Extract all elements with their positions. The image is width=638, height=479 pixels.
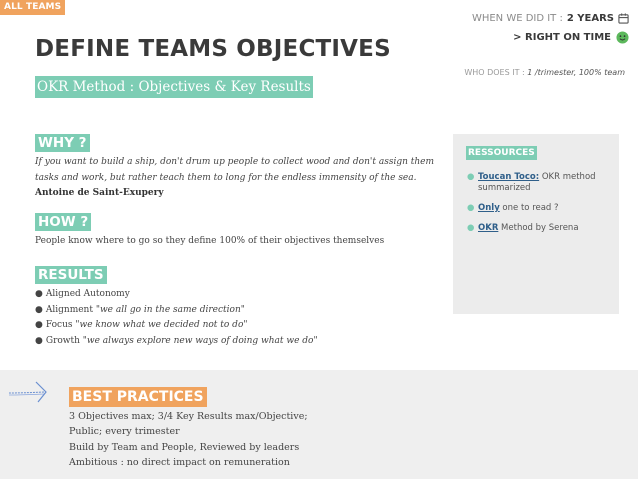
result-italic: we know what we decided not to do" <box>79 320 248 330</box>
page-subtitle: OKR Method : Objectives & Key Results <box>35 76 313 98</box>
results-list <box>35 287 318 349</box>
result-text: Focus " <box>45 320 80 330</box>
resource-link-only[interactable]: Only <box>478 203 500 213</box>
when-info <box>472 13 629 24</box>
resource-desc: one to read ? <box>499 203 559 213</box>
when-value: 2 YEARS <box>566 13 614 24</box>
calendar-icon <box>618 13 629 24</box>
why-quote-text: If you want to build a ship, don't drum up people to collect wood and don't assign them tasks and work, but rather teach them to long for the endless immensity of the sea. <box>35 157 435 183</box>
list-item: Ambitious : no direct impact on remuneration <box>69 456 290 468</box>
why-heading: WHY ? <box>35 134 90 152</box>
list-item: 3 Objectives max; 3/4 Key Results max/Objective; <box>69 411 308 422</box>
ontime-status <box>513 31 629 44</box>
resources-list <box>467 172 617 243</box>
list-item: ● OKR Method by Serena <box>467 223 579 233</box>
how-heading: HOW ? <box>35 213 91 231</box>
list-item: ● Focus "we know what we decided not to do" <box>35 320 248 330</box>
resource-desc: OKR method summarized <box>478 172 596 193</box>
how-text: People know where to go so they define 100% of their objectives themselves <box>35 236 385 246</box>
best-practices-list <box>69 409 308 470</box>
resource-link-okr[interactable]: OKR <box>478 223 499 233</box>
list-item: ● Growth "we always explore new ways of doing what we do" <box>35 335 318 346</box>
who-value: 1 /trimester, 100% team <box>527 68 625 77</box>
list-item: ● Only one to read ? <box>467 203 559 213</box>
result-text: Aligned Autonomy <box>45 289 130 299</box>
resource-link-toucan[interactable]: Toucan Toco: <box>478 172 540 182</box>
who-info <box>464 68 625 77</box>
result-italic: "we all go in the same direction" <box>95 304 245 315</box>
result-text: Growth " <box>45 335 87 346</box>
smiley-icon <box>616 31 629 44</box>
when-label: WHEN WE DID IT : <box>471 13 563 24</box>
result-text: Alignment <box>45 304 96 315</box>
why-quote <box>35 155 445 202</box>
category-tag: ALL TEAMS <box>0 0 65 15</box>
list-item: ● Aligned Autonomy <box>35 289 130 299</box>
list-item: Build by Team and People, Reviewed by leaders <box>69 441 300 453</box>
list-item: Public; every trimester <box>69 426 180 438</box>
arrow-icon <box>8 378 48 404</box>
results-heading: RESULTS <box>35 266 107 284</box>
page-title: DEFINE TEAMS OBJECTIVES <box>35 36 391 62</box>
resources-panel <box>453 134 619 314</box>
list-item: ● Toucan Toco: OKR method summarized <box>467 172 596 193</box>
result-italic: we always explore new ways of doing what we do" <box>86 335 318 346</box>
best-practices-band <box>0 370 638 479</box>
best-practices-heading: BEST PRACTICES <box>69 387 207 407</box>
list-item: ● Alignment "we all go in the same direction" <box>35 304 245 315</box>
resources-heading: RESSOURCES <box>468 148 535 158</box>
who-label: WHO DOES IT : <box>464 68 525 77</box>
why-quote-author: Antoine de Saint-Exupery <box>35 188 164 198</box>
ontime-label: > RIGHT ON TIME <box>513 32 611 43</box>
resource-desc: Method by Serena <box>498 223 579 233</box>
